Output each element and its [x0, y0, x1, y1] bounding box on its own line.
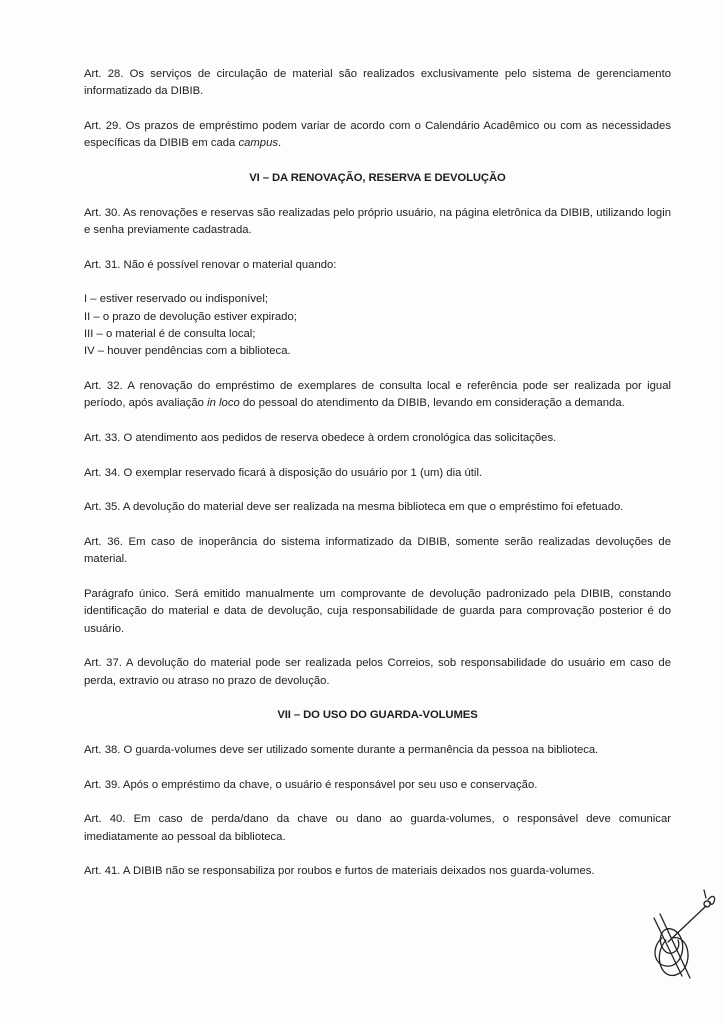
- document-page: [84, 66, 671, 898]
- article-29-italic: campus: [238, 137, 279, 150]
- article-34: Art. 34. O exemplar reservado ficará à disposição do usuário por 1 (um) dia útil.: [84, 466, 483, 479]
- article-39: Art. 39. Após o empréstimo da chave, o usuário é responsável por seu uso e conservação.: [84, 778, 538, 791]
- article-29-end: .: [278, 137, 282, 150]
- article-32-text: Art. 32. A renovação do empréstimo de exemplares de consulta local e referência pode ser realizada por igual período, após avaliação: [84, 379, 671, 410]
- paragrafo-unico: Parágrafo único. Será emitido manualmente um comprovante de devolução padronizado pela DIBIB, constando identificação do material e data de devolução, cuja responsabilidade de guarda para comprovação posterior é do usuário.: [84, 587, 671, 635]
- article-28: Art. 28. Os serviços de circulação de material são realizados exclusivamente pelo sistema de gerenciamento informatizado da DIBIB.: [84, 68, 671, 98]
- article-29: [84, 118, 671, 153]
- article-36: Art. 36. Em caso de inoperância do sistema informatizado da DIBIB, somente serão realizadas devoluções de material.: [84, 535, 671, 566]
- article-40: Art. 40. Em caso de perda/dano da chave ou dano ao guarda-volumes, o responsável deve comunicar imediatamente ao pessoal da biblioteca.: [84, 813, 671, 843]
- article-41: Art. 41. A DIBIB não se responsabiliza por roubos e furtos de materiais deixados nos guarda-volumes.: [84, 865, 595, 878]
- article-33: Art. 33. O atendimento aos pedidos de reserva obedece à ordem cronológica das solicitações.: [84, 431, 557, 444]
- section-heading-vii: VII – DO USO DO GUARDA-VOLUMES: [277, 709, 478, 722]
- list-item: IV – houver pendências com a biblioteca.: [84, 345, 291, 358]
- list-item: III – o material é de consulta local;: [84, 327, 256, 340]
- article-31: Art. 31. Não é possível renovar o material quando:: [84, 258, 337, 271]
- article-35: Art. 35. A devolução do material deve ser realizada na mesma biblioteca em que o empréstimo foi efetuado.: [84, 501, 624, 514]
- article-38: Art. 38. O guarda-volumes deve ser utilizado somente durante a permanência da pessoa na biblioteca.: [84, 743, 599, 756]
- article-31-list: [84, 291, 671, 360]
- list-item: II – o prazo de devolução estiver expirado;: [84, 310, 297, 323]
- article-32-italic: in loco: [207, 397, 240, 410]
- article-37: Art. 37. A devolução do material pode ser realizada pelos Correios, sob responsabilidade do usuário em caso de perda, extravio ou atraso no prazo de devolução.: [84, 657, 671, 687]
- article-29-text: Art. 29. Os prazos de empréstimo podem variar de acordo com o Calendário Acadêmico ou com as necessidades específicas da DIBIB em cada: [84, 119, 671, 150]
- article-32-end: do pessoal do atendimento da DIBIB, levando em consideração a demanda.: [239, 397, 625, 410]
- section-heading-vi: VI – DA RENOVAÇÃO, RESERVA E DEVOLUÇÃO: [249, 171, 506, 184]
- article-30: Art. 30. As renovações e reservas são realizadas pelo próprio usuário, na página eletrônica da DIBIB, utilizando login e senha previamente cadastrada.: [84, 206, 671, 236]
- signature-initials: [640, 878, 720, 988]
- list-item: I – estiver reservado ou indisponível;: [84, 293, 268, 306]
- article-32: [84, 378, 671, 413]
